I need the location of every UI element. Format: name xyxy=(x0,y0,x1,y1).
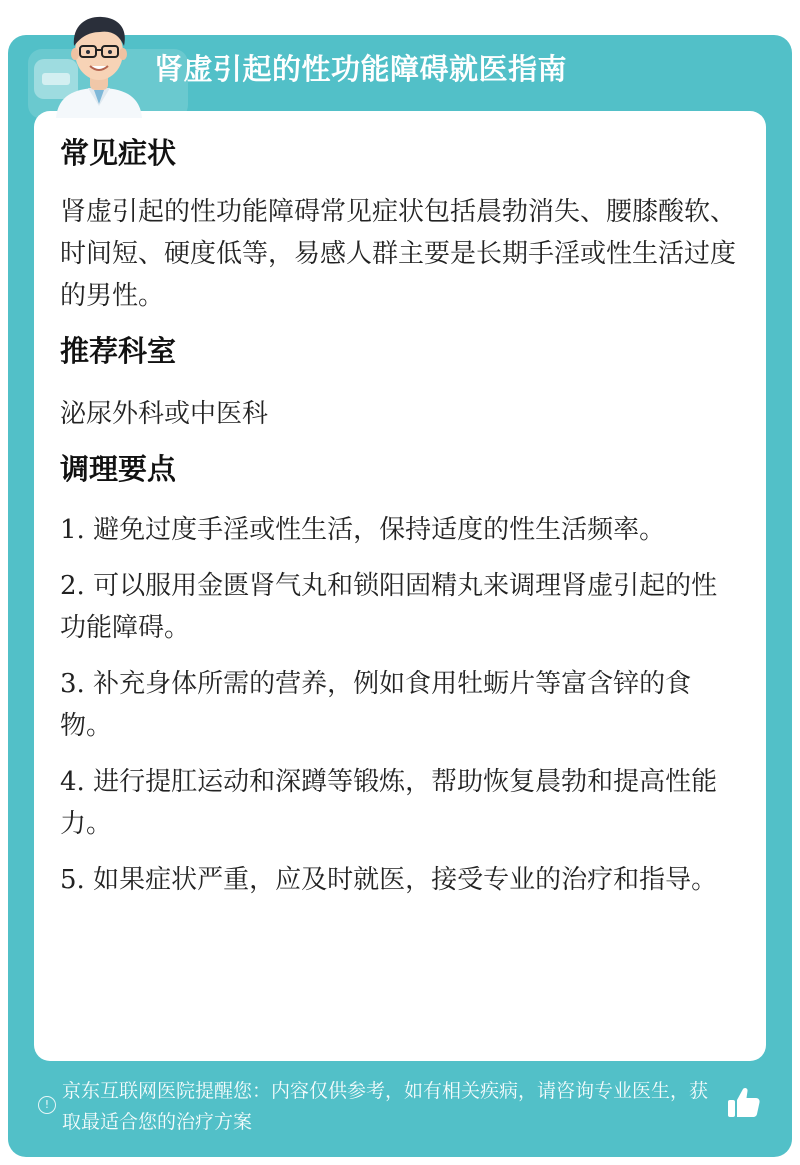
care-item xyxy=(60,663,740,747)
care-item-number: 3. xyxy=(60,669,85,699)
care-item-number: 2. xyxy=(60,571,85,601)
thumbs-up-icon[interactable] xyxy=(726,1085,762,1121)
page-title: 肾虚引起的性功能障碍就医指南 xyxy=(154,52,568,86)
disclaimer-text: 京东互联网医院提醒您：内容仅供参考，如有相关疾病，请咨询专业医生，获取最适合您的治疗方案 xyxy=(62,1080,709,1133)
care-item xyxy=(60,509,740,551)
care-item xyxy=(60,565,740,649)
doctor-avatar xyxy=(44,8,154,118)
care-item-text: 补充身体所需的营养，例如食用牡蛎片等富含锌的食物。 xyxy=(60,669,692,741)
symptoms-text: 肾虚引起的性功能障碍常见症状包括晨勃消失、腰膝酸软、时间短、硬度低等，易感人群主要是长期手淫或性生活过度的男性。 xyxy=(60,197,737,311)
section-title-symptoms: 常见症状 xyxy=(60,136,177,170)
care-item-text: 可以服用金匮肾气丸和锁阳固精丸来调理肾虚引起的性功能障碍。 xyxy=(60,571,718,643)
department-text: 泌尿外科或中医科 xyxy=(60,399,269,429)
care-item-text: 避免过度手淫或性生活，保持适度的性生活频率。 xyxy=(93,515,666,545)
care-item-number: 4. xyxy=(60,767,85,797)
care-item-number: 5. xyxy=(60,865,85,895)
care-item-number: 1. xyxy=(60,515,85,545)
care-item xyxy=(60,761,740,845)
info-icon: ! xyxy=(38,1096,56,1114)
section-title-department: 推荐科室 xyxy=(60,334,177,368)
care-item-text: 进行提肛运动和深蹲等锻炼，帮助恢复晨勃和提高性能力。 xyxy=(60,767,718,839)
section-title-care: 调理要点 xyxy=(60,452,177,486)
disclaimer-footer xyxy=(36,1073,776,1145)
care-item-text: 如果症状严重，应及时就医，接受专业的治疗和指导。 xyxy=(93,865,718,895)
content-card xyxy=(34,111,766,1061)
guide-panel xyxy=(8,35,792,1157)
care-item xyxy=(60,859,740,901)
